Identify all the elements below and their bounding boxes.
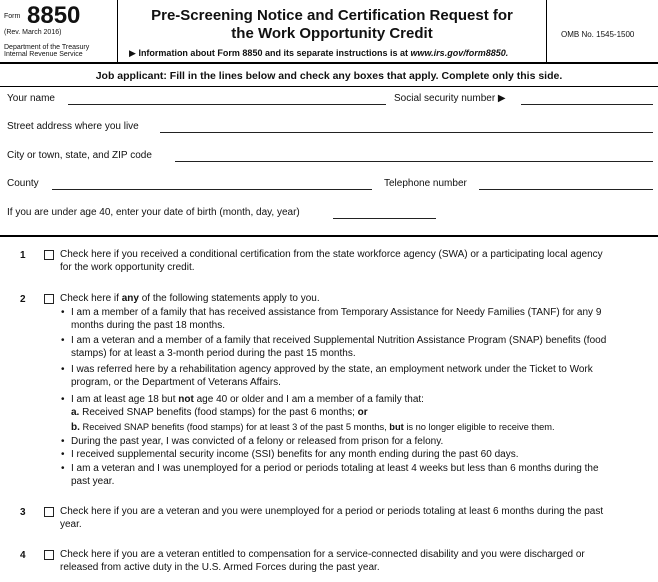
bullet-icon: •: [61, 436, 65, 447]
form-number: 8850: [27, 2, 81, 29]
sub-a-letter: a.: [71, 407, 80, 418]
section-rule: [0, 235, 658, 237]
item-2-sub-a: [71, 406, 368, 419]
omb-number: OMB No. 1545-1500: [561, 30, 635, 39]
item-4-text-line-1: Check here if you are a veteran entitled to compensation for a service-connected disability and you were discharged or: [60, 549, 585, 560]
ssn-input[interactable]: [521, 104, 653, 105]
item-2-bullet-2-line-1: I am a veteran and a member of a family that received Supplemental Nutrition Assistance Program (SNAP) benefits (food: [71, 335, 607, 346]
dob-input[interactable]: [333, 218, 436, 219]
bullet-icon: •: [61, 364, 65, 375]
sub-b-tail: is no longer eligible to receive them.: [403, 422, 555, 432]
bullet-icon: •: [61, 394, 65, 405]
bullet-icon: •: [61, 449, 65, 460]
sub-a-or: or: [357, 407, 368, 418]
sub-b-but: but: [389, 422, 404, 432]
item-2-bullet-1-line-1: I am a member of a family that has received assistance from Temporary Assistance for Needy Families (TANF) for any 9: [71, 307, 602, 318]
item-4-text-line-2: released from active duty in the U.S. Armed Forces during the past year.: [60, 562, 380, 573]
your-name-label: Your name: [7, 93, 55, 104]
sub-b-text: Received SNAP benefits (food stamps) for at least 3 of the past 5 months,: [79, 422, 390, 432]
form-title-line-1: Pre-Screening Notice and Certification Request for: [151, 7, 513, 24]
item-4-number: 4: [20, 550, 26, 561]
item-3-text-line-2: year.: [60, 519, 82, 530]
header-divider-right: [546, 0, 547, 62]
form-title-line-2: the Work Opportunity Credit: [231, 25, 433, 42]
county-label: County: [7, 178, 39, 189]
item-2-lead-c: of the following statements apply to you.: [138, 293, 320, 304]
item-3-checkbox[interactable]: [44, 507, 54, 517]
applicant-instruction: Job applicant: Fill in the lines below and check any boxes that apply. Complete only this side.: [95, 70, 563, 82]
item-2-checkbox[interactable]: [44, 294, 54, 304]
department-line-1: Department of the Treasury: [4, 44, 90, 51]
item-2-sub-b: [71, 421, 555, 434]
form-info-line: [129, 48, 508, 59]
item-1-text-line-1: Check here if you received a conditional certification from the state workforce agency (SWA) or a participating local agency: [60, 249, 603, 260]
department-line-2: Internal Revenue Service: [4, 51, 83, 58]
city-state-zip-input[interactable]: [175, 161, 653, 162]
item-2-number: 2: [20, 294, 26, 305]
dob-label: If you are under age 40, enter your date of birth (month, day, year): [7, 207, 300, 218]
item-2-bullet-4: [71, 393, 424, 406]
bullet-icon: •: [61, 335, 65, 346]
arrow-right-icon: ▶: [129, 48, 136, 58]
item-2-bullet-4-not: not: [178, 394, 194, 405]
item-2-bullet-3-line-1: I was referred here by a rehabilitation agency approved by the state, an employment network under the Ticket to Work: [71, 364, 593, 375]
city-state-zip-label: City or town, state, and ZIP code: [7, 150, 152, 161]
county-input[interactable]: [52, 189, 372, 190]
street-address-label: Street address where you live: [7, 121, 139, 132]
instruction-rule: [0, 86, 658, 87]
bullet-icon: •: [61, 307, 65, 318]
your-name-input[interactable]: [68, 104, 386, 105]
item-4-checkbox[interactable]: [44, 550, 54, 560]
item-2-bullet-2-line-2: stamps) for at least a 3-month period during the past 15 months.: [71, 348, 356, 359]
item-2-lead-any: any: [121, 293, 139, 304]
item-2-bullet-5: During the past year, I was convicted of a felony or released from prison for a felony.: [71, 436, 444, 447]
item-1-checkbox[interactable]: [44, 250, 54, 260]
item-2-bullet-6: I received supplemental security income (SSI) benefits for any month ending during the past 60 days.: [71, 449, 519, 460]
item-2-bullet-1-line-2: months during the past 18 months.: [71, 320, 225, 331]
form-info-text: Information about Form 8850 and its separate instructions is at: [138, 48, 408, 58]
telephone-label: Telephone number: [384, 178, 467, 189]
header-rule: [0, 62, 658, 64]
item-3-number: 3: [20, 507, 26, 518]
street-address-input[interactable]: [160, 132, 653, 133]
item-2-bullet-7-line-1: I am a veteran and I was unemployed for a period or periods totaling at least 4 weeks but less than 6 months during the: [71, 463, 599, 474]
item-1-text-line-2: for the work opportunity credit.: [60, 262, 195, 273]
bullet-icon: •: [61, 463, 65, 474]
item-2-bullet-7-line-2: past year.: [71, 476, 115, 487]
form-label: Form: [4, 13, 21, 20]
item-2-lead-a: Check here if: [60, 293, 122, 304]
item-1-number: 1: [20, 250, 26, 261]
sub-b-letter: b.: [71, 422, 80, 433]
item-2-bullet-3-line-2: program, or the Department of Veterans Affairs.: [71, 377, 281, 388]
item-2-bullet-4-a: I am at least age 18 but: [71, 394, 179, 405]
sub-a-text: Received SNAP benefits (food stamps) for the past 6 months;: [79, 407, 358, 418]
form-revision: (Rev. March 2016): [4, 29, 62, 36]
form-info-link[interactable]: www.irs.gov/form8850.: [410, 48, 509, 58]
telephone-input[interactable]: [479, 189, 653, 190]
item-2-bullet-4-c: age 40 or older and I am a member of a family that:: [193, 394, 424, 405]
item-3-text-line-1: Check here if you are a veteran and you were unemployed for a period or periods totaling at least 6 months during the past: [60, 506, 604, 517]
ssn-label: Social security number ▶: [394, 93, 506, 104]
item-2-lead: [60, 292, 320, 305]
